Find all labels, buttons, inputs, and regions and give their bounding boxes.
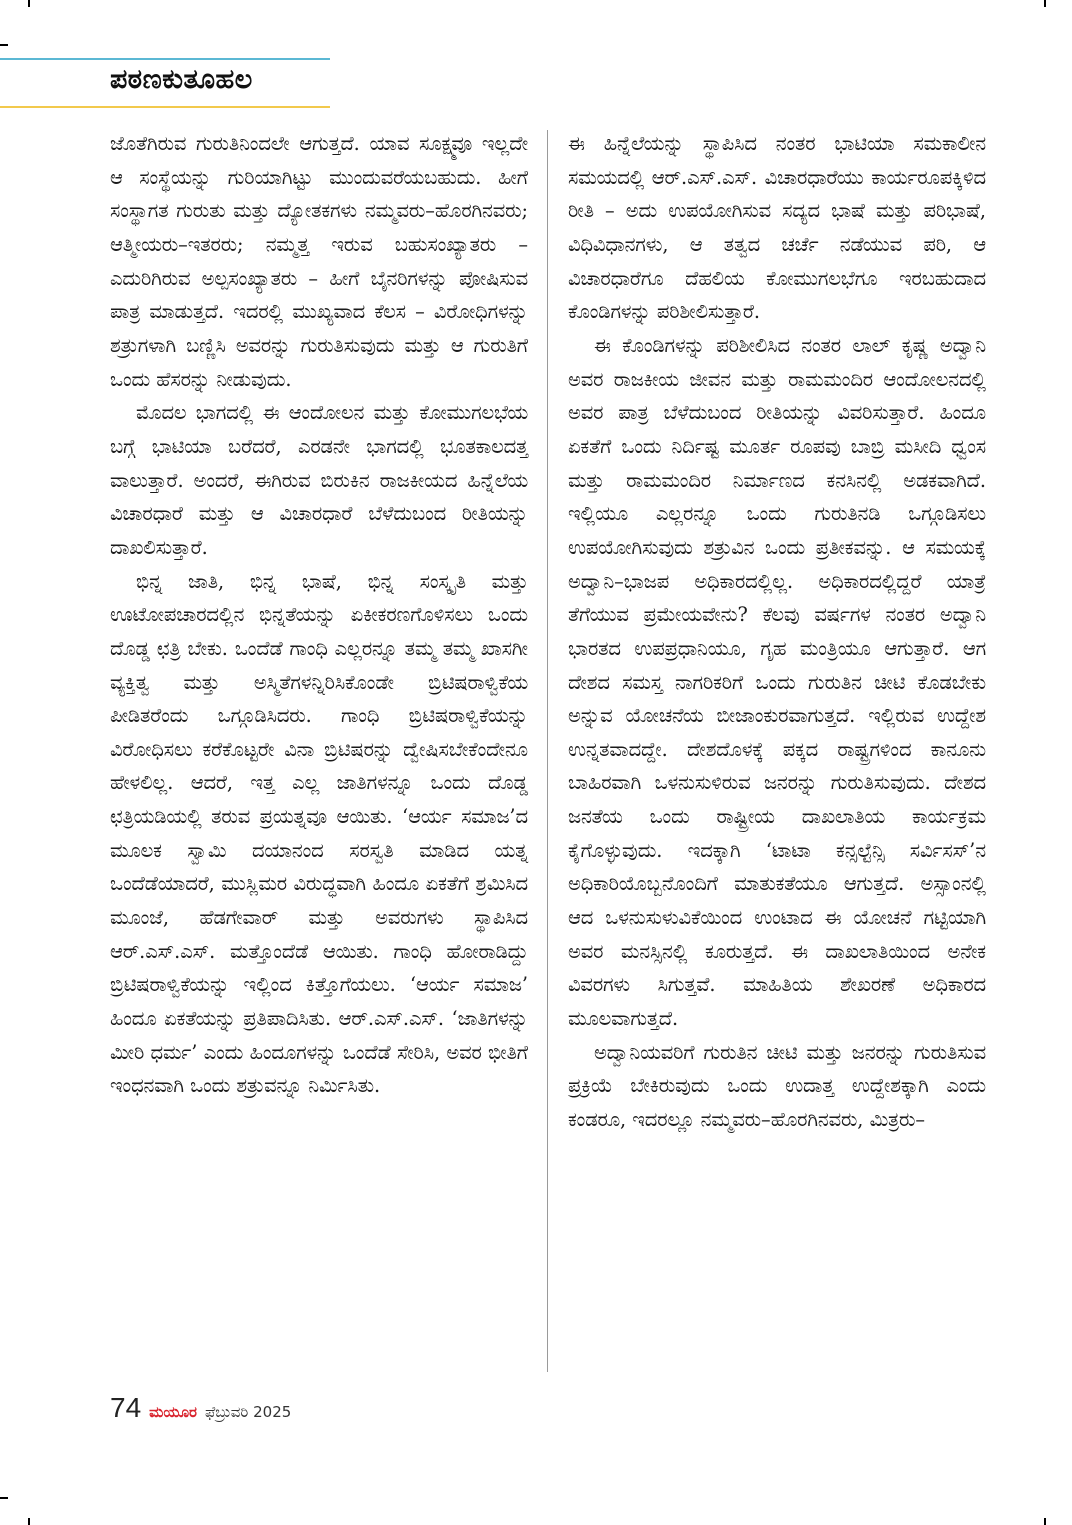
column-divider <box>547 130 548 1372</box>
left-paragraph-2: ಮೊದಲ ಭಾಗದಲ್ಲಿ ಈ ಆಂದೋಲನ ಮತ್ತು ಕೋಮುಗಲಭೆಯ ಬಗ್ಗೆ ಭಾಟಿಯಾ ಬರೆದರೆ, ಎರಡನೇ ಭಾಗದಲ್ಲಿ ಭೂತಕಾಲದತ್ತ ವಾಲುತ್ತಾರೆ. ಅಂದರೆ, ಈಗಿರುವ ಬಿರುಕಿನ ರಾಜಕೀಯದ ಹಿನ್ನೆಲೆಯ ವಿಚಾರಧಾರೆ ಮತ್ತು ಆ ವಿಚಾರಧಾರೆ ಬೆಳೆದುಬಂದ ರೀತಿಯನ್ನು ದಾಖಲಿಸುತ್ತಾರೆ. <box>110 401 528 559</box>
crop-mark-bottom-left <box>0 1497 8 1499</box>
crop-mark-top-right-v <box>1044 0 1046 7</box>
right-paragraph-3: ಅದ್ವಾನಿಯವರಿಗೆ ಗುರುತಿನ ಚೀಟಿ ಮತ್ತು ಜನರನ್ನು ಗುರುತಿಸುವ ಪ್ರಕ್ರಿಯೆ ಬೇಕಿರುವುದು ಒಂದು ಉದಾತ್ತ ಉದ್ದೇಶಕ್ಕಾಗಿ ಎಂದು ಕಂಡರೂ, ಇದರಲ್ಲೂ ನಮ್ಮವರು–ಹೊರಗಿನವರು, ಮಿತ್ರರು– <box>568 1040 986 1132</box>
magazine-logo: ಮಯೂರ <box>149 1403 197 1421</box>
left-paragraph-1: ಜೊತೆಗಿರುವ ಗುರುತಿನಿಂದಲೇ ಆಗುತ್ತದೆ. ಯಾವ ಸೂಕ್ಷ್ಮವೂ ಇಲ್ಲದೇ ಆ ಸಂಸ್ಥೆಯನ್ನು ಗುರಿಯಾಗಿಟ್ಟು ಮುಂದುವರೆಯಬಹುದು. ಹೀಗೆ ಸಂಸ್ಥಾಗತ ಗುರುತು ಮತ್ತು ದ್ಯೋತಕಗಳು ನಮ್ಮವರು–ಹೊರಗಿನವರು; ಆತ್ಮೀಯರು–ಇತರರು; ನಮ್ಮತ್ತ ಇರುವ ಬಹುಸಂಖ್ಯಾತರು – ಎದುರಿಗಿರುವ ಅಲ್ಪಸಂಖ್ಯಾತರು – ಹೀಗೆ ಬೈನರಿಗಳನ್ನು ಪೋಷಿಸುವ ಪಾತ್ರ ಮಾಡುತ್ತದೆ. ಇದರಲ್ಲಿ ಮುಖ್ಯವಾದ ಕೆಲಸ – ವಿರೋಧಿಗಳನ್ನು ಶತ್ರುಗಳಾಗಿ ಬಣ್ಣಿಸಿ ಅವರನ್ನು ಗುರುತಿಸುವುದು ಮತ್ತು ಆ ಗುರುತಿಗೆ ಒಂದು ಹೆಸರನ್ನು ನೀಡುವುದು. <box>110 132 528 391</box>
right-paragraph-1: ಈ ಹಿನ್ನೆಲೆಯನ್ನು ಸ್ಥಾಪಿಸಿದ ನಂತರ ಭಾಟಿಯಾ ಸಮಕಾಲೀನ ಸಮಯದಲ್ಲಿ ಆರ್.ಎಸ್.ಎಸ್. ವಿಚಾರಧಾರೆಯು ಕಾರ್ಯರೂಪಕ್ಕಿಳಿದ ರೀತಿ – ಅದು ಉಪಯೋಗಿಸುವ ಸದ್ಯದ ಭಾಷೆ ಮತ್ತು ಪರಿಭಾಷೆ, ವಿಧಿವಿಧಾನಗಳು, ಆ ತತ್ವದ ಚರ್ಚೆ ನಡೆಯುವ ಪರಿ, ಆ ವಿಚಾರಧಾರೆಗೂ ದೆಹಲಿಯ ಕೋಮುಗಲಭೆಗೂ ಇರಬಹುದಾದ ಕೊಂಡಿಗಳನ್ನು ಪರಿಶೀಲಿಸುತ್ತಾರೆ. <box>568 132 986 324</box>
section-title: ಪಠಣಕುತೂಹಲ <box>110 64 253 95</box>
left-column <box>110 127 528 1103</box>
right-column <box>568 127 986 1137</box>
crop-mark-bottom-left-v <box>28 1518 30 1525</box>
issue-date: ಫೆಬ್ರುವರಿ 2025 <box>205 1403 292 1421</box>
crop-mark-bottom-right-v <box>1044 1518 1046 1525</box>
right-paragraph-2: ಈ ಕೊಂಡಿಗಳನ್ನು ಪರಿಶೀಲಿಸಿದ ನಂತರ ಲಾಲ್ ಕೃಷ್ಣ ಅದ್ವಾನಿ ಅವರ ರಾಜಕೀಯ ಜೀವನ ಮತ್ತು ರಾಮಮಂದಿರ ಆಂದೋಲನದಲ್ಲಿ ಅವರ ಪಾತ್ರ ಬೆಳೆದುಬಂದ ರೀತಿಯನ್ನು ವಿವರಿಸುತ್ತಾರೆ. ಹಿಂದೂ ಏಕತೆಗೆ ಒಂದು ನಿರ್ದಿಷ್ಟ ಮೂರ್ತ ರೂಪವು ಬಾಬ್ರಿ ಮಸೀದಿ ಧ್ವಂಸ ಮತ್ತು ರಾಮಮಂದಿರ ನಿರ್ಮಾಣದ ಕನಸಿನಲ್ಲಿ ಅಡಕವಾಗಿದೆ. ಇಲ್ಲಿಯೂ ಎಲ್ಲರನ್ನೂ ಒಂದು ಗುರುತಿನಡಿ ಒಗ್ಗೂಡಿಸಲು ಉಪಯೋಗಿಸುವುದು ಶತ್ರುವಿನ ಒಂದು ಪ್ರತೀಕವನ್ನು. ಆ ಸಮಯಕ್ಕೆ ಅದ್ವಾನಿ–ಭಾಜಪ ಅಧಿಕಾರದಲ್ಲಿಲ್ಲ. ಅಧಿಕಾರದಲ್ಲಿದ್ದರೆ ಯಾತ್ರೆ ತೆಗೆಯುವ ಪ್ರಮೇಯವೇನು? ಕೆಲವು ವರ್ಷಗಳ ನಂತರ ಅದ್ವಾನಿ ಭಾರತದ ಉಪಪ್ರಧಾನಿಯೂ, ಗೃಹ ಮಂತ್ರಿಯೂ ಆಗುತ್ತಾರೆ. ಆಗ ದೇಶದ ಸಮಸ್ತ ನಾಗರಿಕರಿಗೆ ಒಂದು ಗುರುತಿನ ಚೀಟಿ ಕೊಡಬೇಕು ಅನ್ನುವ ಯೋಚನೆಯ ಬೀಜಾಂಕುರವಾಗುತ್ತದೆ. ಇಲ್ಲಿರುವ ಉದ್ದೇಶ ಉನ್ನತವಾದದ್ದೇ. ದೇಶದೊಳಕ್ಕೆ ಪಕ್ಕದ ರಾಷ್ಟ್ರಗಳಿಂದ ಕಾನೂನು ಬಾಹಿರವಾಗಿ ಒಳನುಸುಳಿರುವ ಜನರನ್ನು ಗುರುತಿಸುವುದು. ದೇಶದ ಜನತೆಯ ಒಂದು ರಾಷ್ಟ್ರೀಯ ದಾಖಲಾತಿಯ ಕಾರ್ಯಕ್ರಮ ಕೈಗೊಳ್ಳುವುದು. ಇದಕ್ಕಾಗಿ ‘ಟಾಟಾ ಕನ್ಸಲ್ಟೆನ್ಸಿ ಸರ್ವಿಸಸ್’ನ ಅಧಿಕಾರಿಯೊಬ್ಬನೊಂದಿಗೆ ಮಾತುಕತೆಯೂ ಆಗುತ್ತದೆ. ಅಸ್ಸಾಂನಲ್ಲಿ ಆದ ಒಳನುಸುಳುವಿಕೆಯಿಂದ ಉಂಟಾದ ಈ ಯೋಚನೆ ಗಟ್ಟಿಯಾಗಿ ಅವರ ಮನಸ್ಸಿನಲ್ಲಿ ಕೂರುತ್ತದೆ. ಈ ದಾಖಲಾತಿಯಿಂದ ಅನೇಕ ವಿವರಗಳು ಸಿಗುತ್ತವೆ. ಮಾಹಿತಿಯ ಶೇಖರಣೆ ಅಧಿಕಾರದ ಮೂಲವಾಗುತ್ತದೆ. <box>568 333 986 1031</box>
crop-mark-top-left <box>0 44 8 46</box>
header-rule-bottom <box>0 106 330 108</box>
page-number: 74 <box>110 1392 142 1423</box>
header-rule-top <box>0 58 330 60</box>
page-footer <box>110 1392 291 1424</box>
left-paragraph-3: ಭಿನ್ನ ಜಾತಿ, ಭಿನ್ನ ಭಾಷೆ, ಭಿನ್ನ ಸಂಸ್ಕೃತಿ ಮತ್ತು ಊಟೋಪಚಾರದಲ್ಲಿನ ಭಿನ್ನತೆಯನ್ನು ಏಕೀಕರಣಗೊಳಿಸಲು ಒಂದು ದೊಡ್ಡ ಛತ್ರಿ ಬೇಕು. ಒಂದೆಡೆ ಗಾಂಧಿ ಎಲ್ಲರನ್ನೂ ತಮ್ಮ ತಮ್ಮ ಖಾಸಗೀ ವ್ಯಕ್ತಿತ್ವ ಮತ್ತು ಅಸ್ಮಿತೆಗಳನ್ನಿರಿಸಿಕೊಂಡೇ ಬ್ರಿಟಿಷರಾಳ್ವಿಕೆಯ ಪೀಡಿತರೆಂದು ಒಗ್ಗೂಡಿಸಿದರು. ಗಾಂಧಿ ಬ್ರಿಟಿಷರಾಳ್ವಿಕೆಯನ್ನು ವಿರೋಧಿಸಲು ಕರೆಕೊಟ್ಟರೇ ವಿನಾ ಬ್ರಿಟಿಷರನ್ನು ದ್ವೇಷಿಸಬೇಕೆಂದೇನೂ ಹೇಳಲಿಲ್ಲ. ಆದರೆ, ಇತ್ತ ಎಲ್ಲ ಜಾತಿಗಳನ್ನೂ ಒಂದು ದೊಡ್ಡ ಛತ್ರಿಯಡಿಯಲ್ಲಿ ತರುವ ಪ್ರಯತ್ನವೂ ಆಯಿತು. ‘ಆರ್ಯ ಸಮಾಜ’ದ ಮೂಲಕ ಸ್ವಾಮಿ ದಯಾನಂದ ಸರಸ್ವತಿ ಮಾಡಿದ ಯತ್ನ ಒಂದೆಡೆಯಾದರೆ, ಮುಸ್ಲಿಮರ ವಿರುದ್ಧವಾಗಿ ಹಿಂದೂ ಏಕತೆಗೆ ಶ್ರಮಿಸಿದ ಮೂಂಜೆ, ಹೆಡಗೇವಾರ್ ಮತ್ತು ಅವರುಗಳು ಸ್ಥಾಪಿಸಿದ ಆರ್.ಎಸ್.ಎಸ್. ಮತ್ತೊಂದೆಡೆ ಆಯಿತು. ಗಾಂಧಿ ಹೋರಾಡಿದ್ದು ಬ್ರಿಟಿಷರಾಳ್ವಿಕೆಯನ್ನು ಇಲ್ಲಿಂದ ಕಿತ್ತೊಗೆಯಲು. ‘ಆರ್ಯ ಸಮಾಜ’ ಹಿಂದೂ ಏಕತೆಯನ್ನು ಪ್ರತಿಪಾದಿಸಿತು. ಆರ್.ಎಸ್.ಎಸ್. ‘ಜಾತಿಗಳನ್ನು ಮೀರಿ ಧರ್ಮ’ ಎಂದು ಹಿಂದೂಗಳನ್ನು ಒಂದೆಡೆ ಸೇರಿಸಿ, ಅವರ ಭೀತಿಗೆ ಇಂಧನವಾಗಿ ಒಂದು ಶತ್ರುವನ್ನೂ ನಿರ್ಮಿಸಿತು. <box>110 569 528 1098</box>
crop-mark-top-left-v <box>28 0 30 7</box>
